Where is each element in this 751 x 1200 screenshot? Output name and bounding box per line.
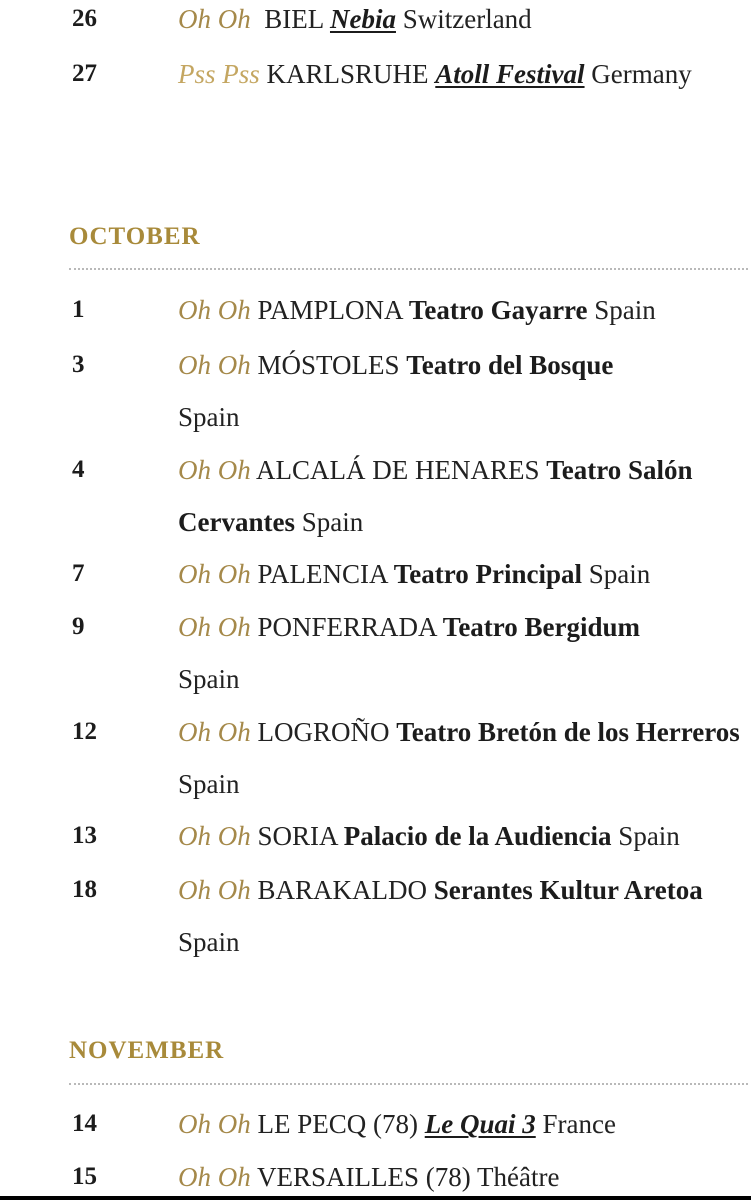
- city-name: KARLSRUHE: [266, 59, 429, 89]
- venue-name: Teatro Bretón de los Herreros: [396, 717, 740, 747]
- show-name: Pss Pss: [178, 59, 260, 89]
- tour-day: 1: [72, 296, 85, 323]
- venue-name: Palacio de la Audiencia: [343, 821, 612, 851]
- country-name: Switzerland: [402, 4, 532, 34]
- tour-day: 9: [72, 613, 85, 640]
- country-name: Spain: [594, 295, 656, 325]
- city-name: PONFERRADA: [257, 612, 437, 642]
- city-name: ALCALÁ DE HENARES: [256, 455, 540, 485]
- venue-name: Teatro Salón Cervantes: [178, 455, 693, 537]
- tour-event: [178, 548, 748, 600]
- city-name: VERSAILLES (78): [257, 1162, 471, 1192]
- month-divider: [69, 1083, 748, 1085]
- city-name: PAMPLONA: [257, 295, 403, 325]
- tour-day: 26: [72, 5, 97, 32]
- city-name: MÓSTOLES: [257, 350, 400, 380]
- tour-event: [178, 48, 748, 100]
- tour-event: [178, 1098, 748, 1150]
- tour-event: [178, 339, 748, 443]
- venue-name: Teatro del Bosque: [406, 350, 614, 380]
- month-divider: [69, 268, 748, 270]
- city-name: BIEL: [264, 4, 324, 34]
- tour-event: [178, 1151, 748, 1200]
- country-name: Spain: [178, 664, 240, 694]
- country-name: Spain: [618, 821, 680, 851]
- tour-day: 14: [72, 1110, 97, 1137]
- show-name: Oh Oh: [178, 4, 251, 34]
- country-name: Spain: [301, 507, 364, 537]
- tour-day: 18: [72, 876, 97, 903]
- venue-name: Teatro Gayarre: [408, 295, 588, 325]
- show-name: Oh Oh: [178, 455, 251, 485]
- venue-link[interactable]: Atoll Festival: [435, 59, 585, 89]
- venue-link[interactable]: Le Quai 3: [424, 1109, 536, 1139]
- tour-day: 3: [72, 351, 85, 378]
- tour-event: [178, 706, 748, 810]
- tour-day: 15: [72, 1163, 97, 1190]
- tour-event: [178, 0, 748, 45]
- city-name: PALENCIA: [257, 559, 388, 589]
- country-name: Spain: [588, 559, 651, 589]
- tour-day: 13: [72, 822, 97, 849]
- tour-event: [178, 601, 748, 705]
- city-name: LE PECQ (78): [257, 1109, 418, 1139]
- country-name: Spain: [178, 927, 240, 957]
- country-name: Spain: [178, 402, 240, 432]
- city-name: LOGROÑO: [257, 717, 390, 747]
- show-name: Oh Oh: [178, 350, 251, 380]
- show-name: Oh Oh: [178, 875, 251, 905]
- country-name: Spain: [178, 769, 240, 799]
- tour-day: 12: [72, 718, 97, 745]
- country-name: Théâtre: [477, 1162, 560, 1192]
- tour-day: 7: [72, 560, 85, 587]
- show-name: Oh Oh: [178, 559, 251, 589]
- venue-link[interactable]: Nebia: [329, 4, 396, 34]
- month-heading-october: OCTOBER: [69, 223, 201, 250]
- venue-name: Teatro Bergidum: [442, 612, 641, 642]
- city-name: SORIA: [257, 821, 338, 851]
- tour-event: [178, 864, 748, 968]
- country-name: Germany: [591, 59, 692, 89]
- tour-day: 4: [72, 456, 85, 483]
- show-name: Oh Oh: [178, 717, 251, 747]
- venue-name: Serantes Kultur Aretoa: [433, 875, 703, 905]
- country-name: France: [542, 1109, 616, 1139]
- tour-event: [178, 444, 748, 548]
- tour-event: [178, 810, 748, 862]
- show-name: Oh Oh: [178, 821, 251, 851]
- month-heading-november: NOVEMBER: [69, 1037, 225, 1064]
- venue-name: Teatro Principal: [393, 559, 583, 589]
- tour-event: [178, 284, 748, 336]
- show-name: Oh Oh: [178, 612, 251, 642]
- show-name: Oh Oh: [178, 295, 251, 325]
- show-name: Oh Oh: [178, 1109, 251, 1139]
- bottom-border: [0, 1196, 751, 1200]
- show-name: Oh Oh: [178, 1162, 251, 1192]
- tour-day: 27: [72, 60, 97, 87]
- city-name: BARAKALDO: [257, 875, 428, 905]
